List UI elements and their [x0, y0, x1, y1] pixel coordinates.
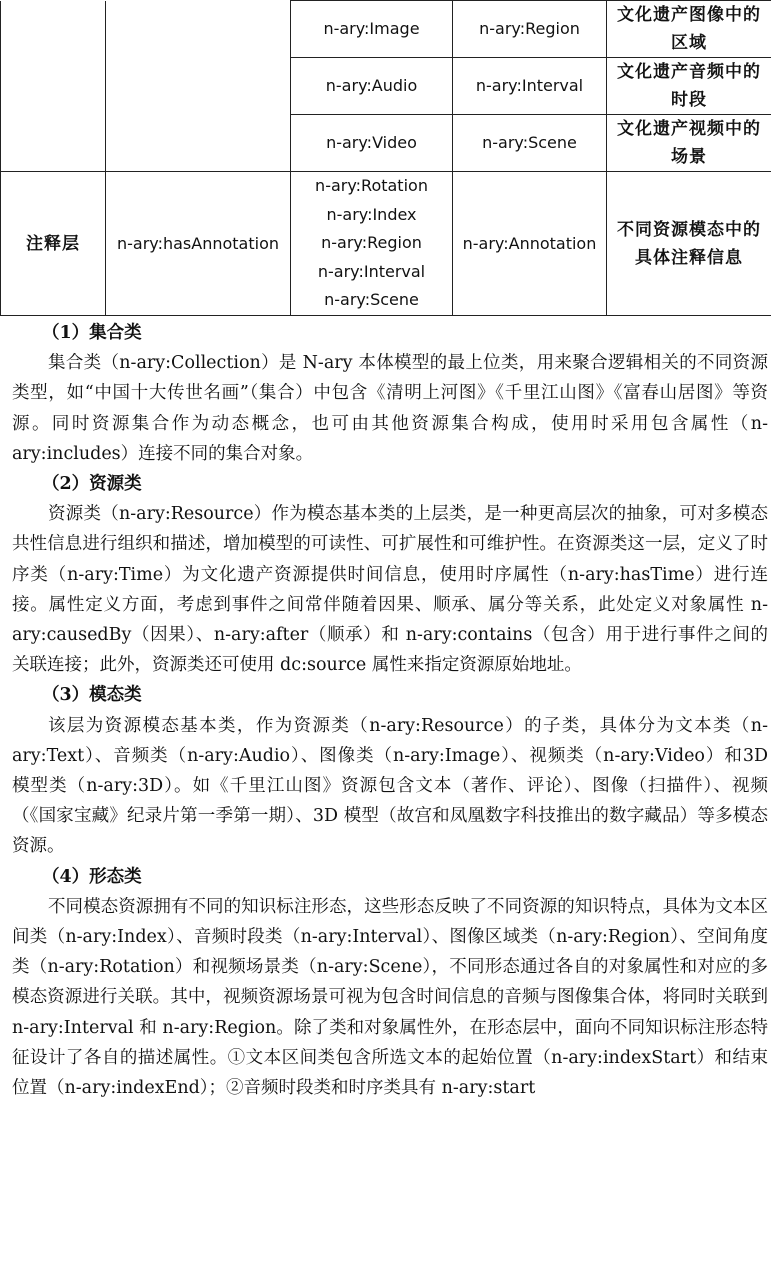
domain-item: n-ary:Interval [317, 261, 426, 281]
domain-cell: n-ary:Audio [291, 58, 453, 115]
domain-item: n-ary:Scene [324, 290, 419, 310]
domain-list-cell [291, 172, 453, 316]
section-paragraph: 该层为资源模态基本类，作为资源类（n-ary:Resource）的子类，具体分为文本类（n-ary:Text）、音频类（n-ary:Audio）、图像类（n-ary:Image）、视频类（n-ary:Video）和3D 模型类（n-ary:3D）。如《千里江山图》资源包含文本（著作、评论）、图像（扫描件）、视频（《国家宝藏》纪录片第一季第一期）、3D 模型（故宫和凤凰数字科技推出的数字藏品）等多模态资源。 [12, 715, 768, 857]
domain-cell: n-ary:Image [291, 1, 453, 58]
section-paragraph: 不同模态资源拥有不同的知识标注形态，这些形态反映了不同资源的知识特点，具体为文本区间类（n-ary:Index）、音频时段类（n-ary:Interval）、图像区域类（n-ary:Region）、空间角度类（n-ary:Rotation）和视频场景类（n-ary:Scene），不同形态通过各自的对象属性和对应的多模态资源进行关联。其中，视频资源场景可视为包含时间信息的音频与图像集合体，将同时关联到 n-ary:Interval 和 n-ary:Region。除了类和对象属性外，在形态层中，面向不同知识标注形态特征设计了各自的描述属性。①文本区间类包含所选文本的起始位置（n-ary:indexStart）和结束位置（n-ary:indexEnd）；②音频时段类和时序类具有 n-ary:start [12, 896, 768, 1099]
range-cell: n-ary:Annotation [453, 172, 607, 316]
range-cell: n-ary:Scene [453, 115, 607, 172]
section-heading: （2）资源类 [42, 474, 142, 495]
section-heading: （1）集合类 [42, 323, 142, 343]
range-cell: n-ary:Interval [453, 58, 607, 115]
body-text [12, 318, 768, 1103]
description-cell: 文化遗产音频中的时段 [607, 58, 771, 115]
domain-cell: n-ary:Video [291, 115, 453, 172]
section-paragraph: 集合类（n-ary:Collection）是 N-ary 本体模型的最上位类，用来聚合逻辑相关的不同资源类型，如“中国十大传世名画”（集合）中包含《清明上河图》《千里江山图》《富春山居图》等资源。同时资源集合作为动态概念，也可由其他资源集合构成，使用时采用包含属性（n-ary:includes）连接不同的集合对象。 [12, 353, 768, 464]
annotation-row [1, 172, 771, 316]
domain-item: n-ary:Rotation [315, 176, 428, 196]
domain-item: n-ary:Region [321, 233, 422, 253]
layer-cell: 注释层 [1, 172, 106, 316]
section-heading: （3）模态类 [42, 685, 142, 706]
section-paragraph: 资源类（n-ary:Resource）作为模态基本类的上层类，是一种更高层次的抽象，可对多模态共性信息进行组织和描述，增加模型的可读性、可扩展性和可维护性。在资源类这一层，定义了时序类（n-ary:Time）为文化遗产资源提供时间信息，使用时序属性（n-ary:hasTime）进行连接。属性定义方面，考虑到事件之间常伴随着因果、顺承、属分等关系，此处定义对象属性 n-ary:causedBy（因果）、n-ary:after（顺承）和 n-ary:contains（包含）用于进行事件之间的关联连接；此外，资源类还可使用 dc:source 属性来指定资源原始地址。 [12, 504, 768, 676]
section-heading: （4）形态类 [42, 866, 142, 887]
table-row [1, 1, 771, 58]
description-cell: 文化遗产视频中的场景 [607, 115, 771, 172]
property-cell [106, 1, 291, 172]
property-cell: n-ary:hasAnnotation [106, 172, 291, 316]
description-cell: 文化遗产图像中的区域 [607, 1, 771, 58]
domain-item: n-ary:Index [326, 204, 417, 224]
layer-cell [1, 1, 106, 172]
range-cell: n-ary:Region [453, 1, 607, 58]
ontology-table [0, 0, 771, 316]
description-cell: 不同资源模态中的具体注释信息 [607, 172, 771, 316]
